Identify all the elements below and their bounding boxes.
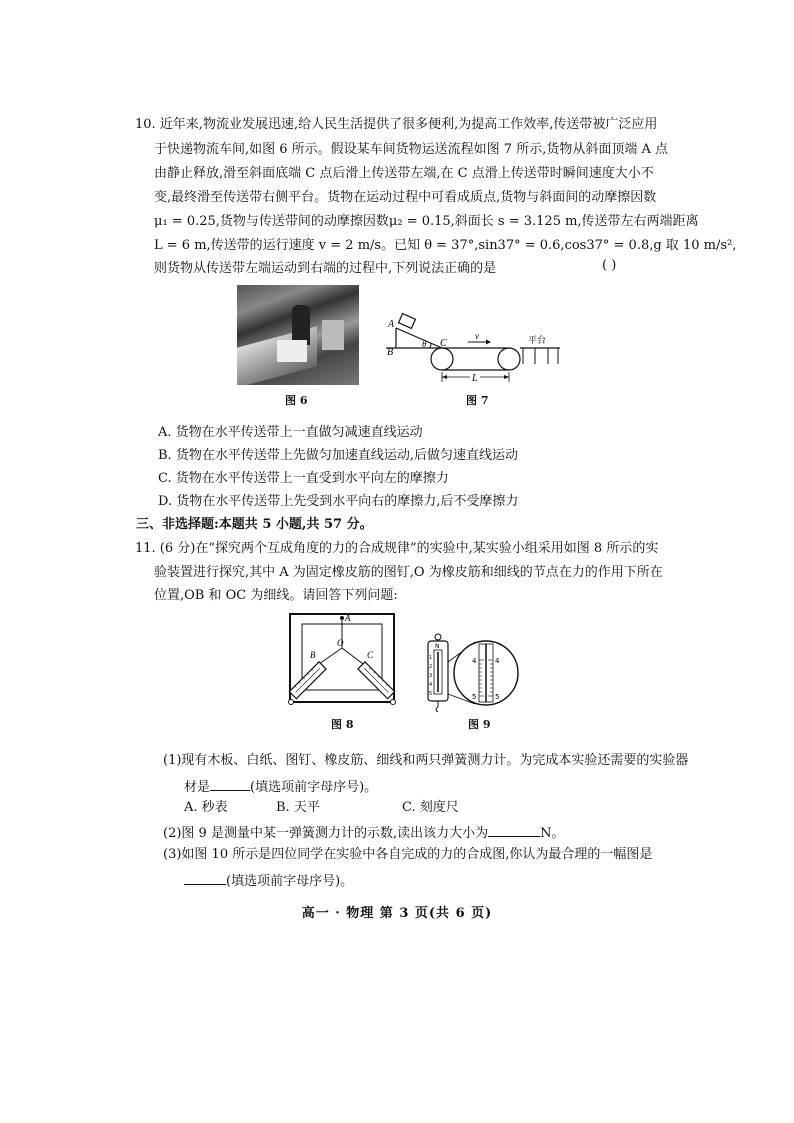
label-theta: θ	[422, 339, 427, 349]
figure-9-diagram	[420, 632, 520, 712]
q11-sub1-line-1: (1)现有木板、白纸、图钉、橡皮筋、细线和两只弹簧测力计。为完成本实验还需要的实验器	[163, 753, 689, 768]
figure-8-caption: 图 8	[331, 718, 354, 731]
figure-7-caption: 图 7	[466, 394, 489, 407]
figure-8-diagram	[283, 608, 401, 712]
page-footer: 高一 · 物理 第 3 页(共 6 页)	[301, 906, 493, 921]
label-v: v	[475, 331, 479, 341]
answer-parentheses: ( )	[602, 258, 617, 273]
q11-sub3-line-2: (填选项前字母序号)。	[184, 870, 353, 891]
answer-blank-1[interactable]	[210, 776, 250, 791]
q11-sub2-line: (2)图 9 是测量中某一弹簧测力计的示数,读出该力大小为 N。	[163, 822, 564, 843]
answer-blank-2[interactable]	[488, 822, 540, 837]
q11-sub3-line-1: (3)如图 10 所示是四位同学在实验中各自完成的力的合成图,你认为最合理的一幅图是	[163, 847, 653, 862]
q10-line-2: 于快递物流车间,如图 6 所示。假设某车间货物运送流程如图 7 所示,货物从斜面顶端 A 点	[154, 142, 668, 157]
q11-sub1-option-b: B. 天平	[276, 800, 320, 815]
q11-line-3: 位置,OB 和 OC 为细线。请回答下列问题:	[154, 588, 398, 603]
label-A: A	[345, 613, 351, 623]
q10-line-3: 由静止释放,滑至斜面底端 C 点后滑上传送带左端,在 C 点滑上传送带时瞬间速度大小不	[154, 166, 654, 181]
svg-text:5: 5	[495, 693, 500, 701]
q10-line-6: L = 6 m,传送带的运行速度 v = 2 m/s。已知 θ = 37°,sin37° = 0.6,cos37° = 0.8,g 取 10 m/s²,	[154, 238, 737, 253]
q11-sub1-line-2: 材是 (填选项前字母序号)。	[184, 776, 377, 797]
q10-line-5: μ₁ = 0.25,货物与传送带间的动摩擦因数μ₂ = 0.15,斜面长 s = 3.125 m,传送带左右两端距离	[154, 214, 699, 229]
label-B: B	[387, 347, 394, 358]
figure-7-diagram	[382, 302, 582, 384]
svg-text:2: 2	[429, 664, 433, 670]
q10-option-a: A. 货物在水平传送带上一直做匀减速直线运动	[158, 425, 423, 440]
q11-sub1-option-a: A. 秒表	[184, 800, 228, 815]
figure-9-caption: 图 9	[468, 718, 491, 731]
figure-6-caption: 图 6	[285, 394, 308, 407]
q10-option-c: C. 货物在水平传送带上一直受到水平向左的摩擦力	[158, 471, 449, 486]
label-C: C	[440, 338, 447, 349]
section-3-heading: 三、非选择题:本题共 5 小题,共 57 分。	[136, 517, 373, 532]
q10-line-1: 10. 近年来,物流业发展迅速,给人民生活提供了很多便利,为提高工作效率,传送带被广泛应用	[135, 117, 658, 132]
q10-line-4: 变,最终滑至传送带右侧平台。货物在运动过程中可看成质点,货物与斜面间的动摩擦因数	[154, 190, 657, 205]
label-L: L	[472, 373, 478, 384]
label-O: O	[337, 638, 344, 648]
label-N: N	[435, 643, 440, 650]
q11-line-1: 11. (6 分)在“探究两个互成角度的力的合成规律”的实验中,某实验小组采用如图 8 所示的实	[135, 541, 659, 556]
svg-text:4: 4	[429, 682, 433, 688]
q10-option-d: D. 货物在水平传送带上先受到水平向右的摩擦力,后不受摩擦力	[158, 494, 519, 509]
q10-line-7: 则货物从传送带左端运动到右端的过程中,下列说法正确的是	[154, 261, 497, 276]
answer-blank-3[interactable]	[184, 870, 226, 885]
svg-text:5: 5	[472, 693, 477, 701]
figure-6-photo	[237, 285, 359, 385]
svg-text:5: 5	[429, 691, 433, 697]
label-platform: 平台	[528, 336, 547, 346]
svg-text:4: 4	[472, 657, 477, 665]
label-A: A	[388, 319, 395, 330]
svg-text:1: 1	[429, 655, 433, 661]
label-B: B	[310, 650, 316, 660]
q10-option-b: B. 货物在水平传送带上先做匀加速直线运动,后做匀速直线运动	[158, 448, 518, 463]
svg-text:4: 4	[495, 657, 500, 665]
q11-sub1-option-c: C. 刻度尺	[402, 800, 459, 815]
svg-text:3: 3	[429, 673, 433, 679]
label-C: C	[367, 650, 374, 660]
q11-line-2: 验装置进行探究,其中 A 为固定橡皮筋的图钉,O 为橡皮筋和细线的节点在力的作用下所在	[154, 565, 663, 580]
